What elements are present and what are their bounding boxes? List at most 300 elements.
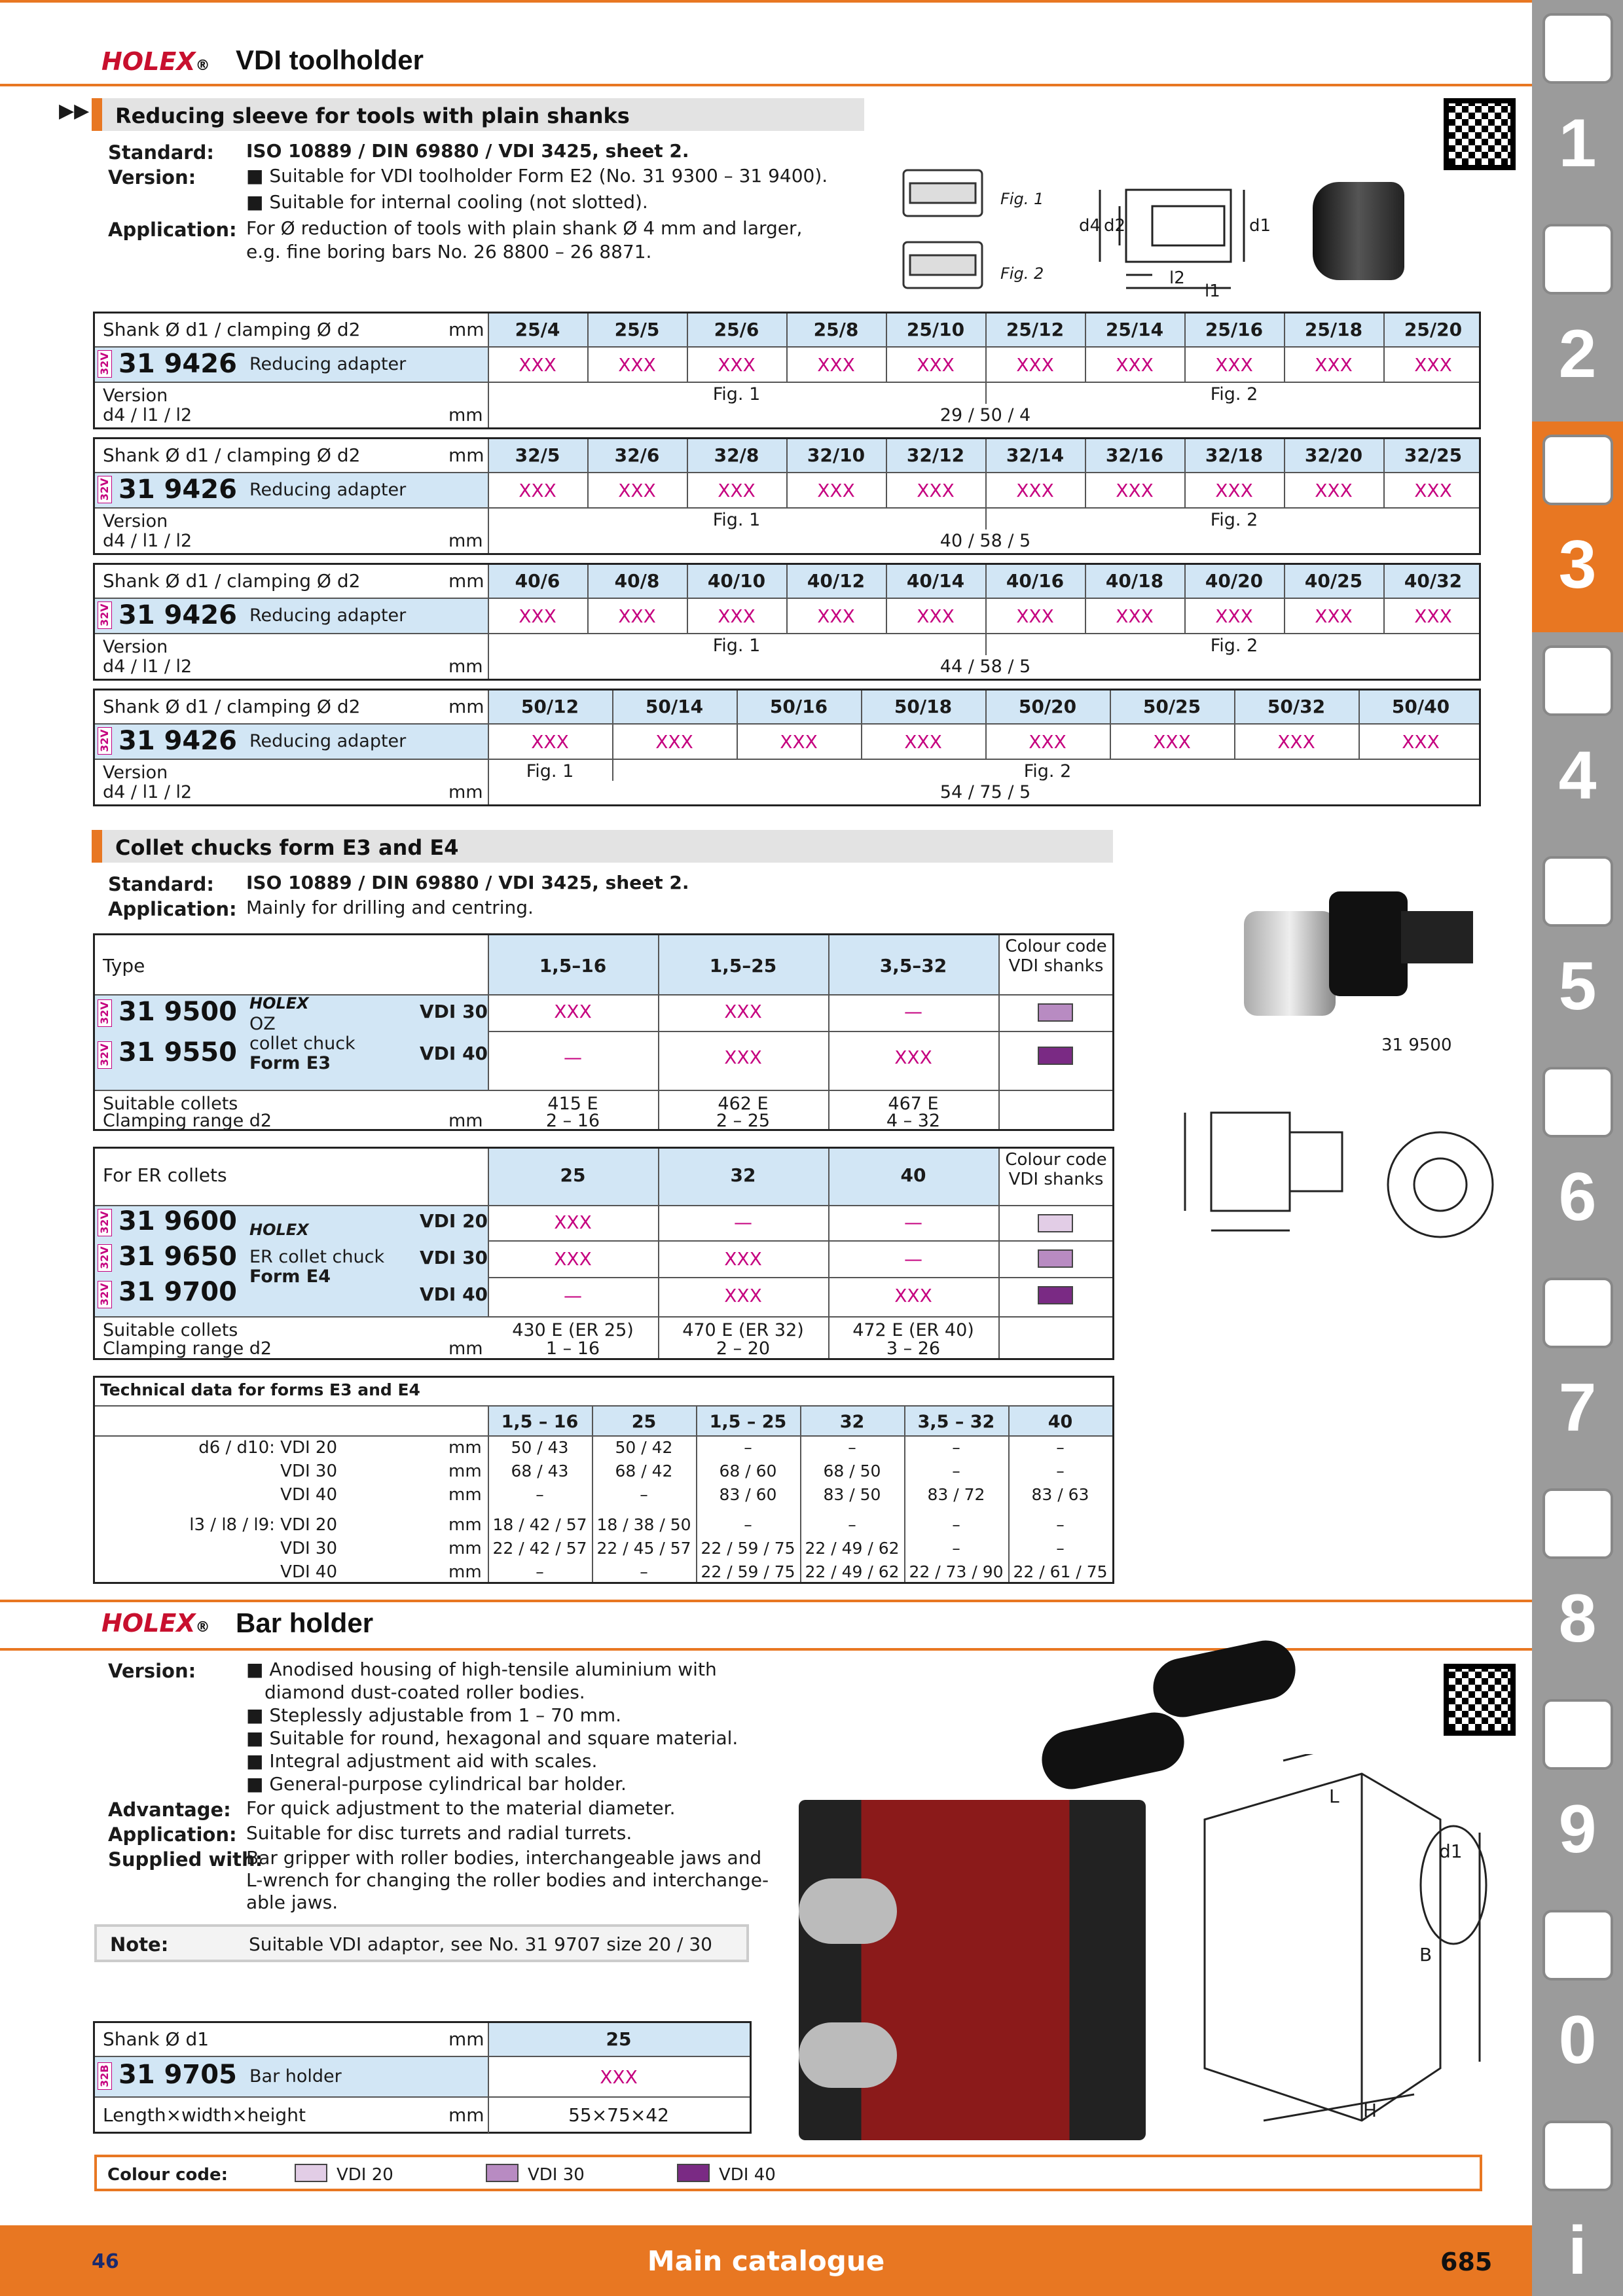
unit: mm: [448, 656, 483, 677]
tech-value: –: [952, 1462, 960, 1480]
chapter-6-icon[interactable]: [1542, 1067, 1613, 1138]
colour-name: VDI 30: [528, 2165, 585, 2185]
col-header: 50/20: [1018, 696, 1077, 717]
vdi-size: VDI 30: [420, 1247, 488, 1268]
note-box: [94, 1924, 749, 1962]
col-header: 40/8: [614, 570, 660, 592]
chapter-i-icon[interactable]: [1542, 2121, 1613, 2191]
price-cell: XXX: [618, 605, 656, 627]
holex-logo: HOLEX®: [101, 47, 210, 76]
col-header: 50/40: [1391, 696, 1450, 717]
unit: mm: [448, 319, 484, 340]
col-header: 50/18: [894, 696, 953, 717]
holex-logo: HOLEX: [249, 994, 309, 1013]
collets-label: Suitable collets: [103, 1094, 238, 1114]
price-cell: XXX: [1402, 731, 1440, 753]
tech-value: 83 / 60: [719, 1485, 777, 1504]
fig2-caption: Fig. 2: [1000, 264, 1044, 283]
footer-page-right: 685: [1440, 2248, 1493, 2276]
price-cell: XXX: [724, 1047, 762, 1068]
collet-value: 472 E (ER 40): [852, 1320, 974, 1340]
unit: mm: [448, 1485, 482, 1505]
tech-value: 68 / 43: [511, 1462, 569, 1480]
fig1-caption: Fig. 1: [1000, 190, 1044, 208]
price-cell: XXX: [1016, 354, 1054, 376]
col-header: 50/14: [645, 696, 704, 717]
unit: mm: [448, 1515, 482, 1535]
chapter-number[interactable]: 7: [1558, 1370, 1597, 1446]
price-cell: XXX: [718, 480, 756, 501]
tech-value: 83 / 50: [823, 1485, 881, 1504]
article-number: 31 9426: [119, 726, 237, 756]
dim-d1: d1: [1439, 1840, 1463, 1862]
row-label: l3 / l8 / l9: VDI 20: [189, 1515, 337, 1535]
page-title: VDI toolholder: [236, 45, 424, 75]
tech-value: 22 / 49 / 62: [805, 1539, 900, 1558]
collet-value: 462 E: [718, 1094, 769, 1114]
tech-value: 50 / 42: [615, 1438, 673, 1457]
chapter-number[interactable]: i: [1568, 2213, 1587, 2289]
colour-swatch: [1038, 1249, 1073, 1268]
chapter-2-icon[interactable]: [1542, 224, 1613, 295]
application-line: e.g. fine boring bars No. 26 8800 – 26 8871.: [246, 241, 652, 262]
table-reducing-2: [93, 437, 1481, 555]
range-value: 2 – 25: [716, 1111, 771, 1131]
col-header: 40/25: [1304, 570, 1363, 592]
bar-application-label: Application:: [108, 1823, 237, 1846]
colour-name: VDI 40: [719, 2165, 776, 2185]
dim-d1: d1: [1249, 216, 1271, 236]
unit: mm: [448, 2028, 484, 2050]
shank-label: Shank Ø d1 / clamping Ø d2: [103, 444, 361, 466]
chapter-number[interactable]: 1: [1558, 105, 1597, 181]
table-tech-data: [93, 1376, 1114, 1584]
article-number: 31 9705: [119, 2060, 237, 2090]
version-line: ■ Suitable for internal cooling (not slotted).: [246, 191, 648, 213]
chapter-number[interactable]: 8: [1558, 1581, 1597, 1657]
footer-page-left: 46: [92, 2250, 119, 2273]
product-name: Reducing adapter: [249, 480, 407, 500]
tech-value: –: [744, 1515, 752, 1534]
shank-label: Shank Ø d1 / clamping Ø d2: [103, 696, 361, 717]
col-header: 25/5: [614, 319, 660, 340]
chapter-number[interactable]: 2: [1558, 316, 1597, 392]
col-header: 1,5–25: [709, 955, 777, 977]
chapter-number[interactable]: 3: [1558, 527, 1597, 603]
tech-value: –: [640, 1485, 648, 1504]
col-header: 1,5–16: [539, 955, 607, 977]
product-name: Reducing adapter: [249, 354, 407, 374]
price-cell: XXX: [718, 354, 756, 376]
price-cell: XXX: [917, 480, 955, 501]
row-label: VDI 30: [280, 1539, 337, 1558]
chapter-8-icon[interactable]: [1542, 1488, 1613, 1559]
section-heading-reducing: Reducing sleeve for tools with plain shanks: [92, 98, 864, 131]
col-header: 50/16: [769, 696, 828, 717]
bar-version-line: ■ Suitable for round, hexagonal and square material.: [246, 1727, 739, 1749]
price-cell: XXX: [519, 605, 556, 627]
price-cell: XXX: [1215, 354, 1253, 376]
product-desc: collet chuck: [249, 1033, 356, 1054]
table-reducing-3: [93, 563, 1481, 681]
dims-value: 40 / 58 / 5: [939, 531, 1031, 551]
unit: mm: [448, 570, 484, 592]
version-row-label: Version: [103, 386, 168, 406]
col-header: 40/12: [807, 570, 866, 592]
supplied-line: Bar gripper with roller bodies, interchangeable jaws and: [246, 1847, 762, 1869]
col-header: 40: [900, 1164, 926, 1186]
col-header: 25/16: [1205, 319, 1264, 340]
price-cell: —: [904, 1248, 922, 1270]
range-value: 2 – 16: [545, 1111, 600, 1131]
dims-value: 29 / 50 / 4: [939, 405, 1031, 425]
tech-value: 22 / 59 / 75: [701, 1539, 795, 1558]
fig-ref: Fig. 2: [1210, 636, 1258, 656]
price-cell: XXX: [1016, 605, 1054, 627]
shank-label: Shank Ø d1: [103, 2028, 210, 2050]
article-tag: 32V: [98, 350, 112, 378]
colour-swatch: [1038, 1047, 1073, 1065]
col-header: 32/5: [515, 444, 560, 466]
row-label: VDI 40: [280, 1562, 337, 1582]
chapter-9-icon[interactable]: [1542, 1699, 1613, 1770]
tech-value: 83 / 72: [927, 1485, 985, 1504]
col-header: 32/14: [1006, 444, 1065, 466]
col-header: 25/14: [1105, 319, 1164, 340]
lwh-label: Length×width×height: [103, 2104, 306, 2126]
price-cell: XXX: [1016, 480, 1054, 501]
collet-standard-value: ISO 10889 / DIN 69880 / VDI 3425, sheet 2.: [246, 872, 689, 893]
unit: mm: [448, 2104, 484, 2126]
dims-row-label: d4 / l1 / l2: [103, 656, 192, 677]
col-header: 32/6: [614, 444, 660, 466]
dim-B: B: [1419, 1944, 1432, 1965]
unit: mm: [448, 531, 483, 551]
range-value: 1 – 16: [545, 1338, 600, 1359]
tech-value: –: [848, 1515, 856, 1534]
bar-holder-drawing: [1165, 1754, 1506, 2147]
version-row-label: Version: [103, 637, 168, 657]
holex-logo: HOLEX: [249, 1221, 309, 1239]
chapter-0-icon[interactable]: [1542, 1910, 1613, 1981]
bar-version-line: ■ General-purpose cylindrical bar holder.: [246, 1773, 627, 1795]
tech-value: 22 / 73 / 90: [909, 1562, 1004, 1581]
dims-value: 44 / 58 / 5: [939, 656, 1031, 677]
col-header: 50/12: [520, 696, 579, 717]
type-label: For ER collets: [103, 1164, 227, 1186]
unit: mm: [448, 444, 484, 466]
dims-row-label: d4 / l1 / l2: [103, 782, 192, 802]
tech-value: –: [1056, 1515, 1065, 1534]
price-cell: XXX: [1116, 354, 1154, 376]
col-header: 32/18: [1205, 444, 1264, 466]
chapter-1-icon[interactable]: [1542, 13, 1613, 84]
price-cell: XXX: [1315, 480, 1353, 501]
tech-value: 68 / 60: [719, 1462, 777, 1480]
col-header: 25/8: [813, 319, 859, 340]
standard-label: Standard:: [108, 141, 214, 164]
price-cell: —: [564, 1285, 582, 1306]
price-cell: XXX: [554, 1211, 592, 1233]
unit: mm: [448, 1562, 482, 1582]
advantage-label: Advantage:: [108, 1799, 231, 1821]
product-name: Bar holder: [249, 2066, 342, 2087]
col-header: 32: [730, 1164, 756, 1186]
supplied-label: Supplied with:: [108, 1848, 263, 1871]
tech-value: –: [952, 1539, 960, 1558]
table-bar-holder: [93, 2021, 752, 2134]
article-number: 31 9600: [119, 1206, 237, 1236]
qr-code-icon[interactable]: [1444, 98, 1516, 170]
range-value: 4 – 32: [886, 1111, 941, 1131]
fig-ref: Fig. 1: [526, 761, 574, 781]
price-cell: XXX: [724, 1285, 762, 1306]
collets-label: Suitable collets: [103, 1320, 238, 1340]
row-label: d6 / d10: VDI 20: [198, 1438, 337, 1458]
tech-value: –: [952, 1438, 960, 1457]
photo-caption: 31 9500: [1381, 1035, 1452, 1055]
tech-value: 68 / 50: [823, 1462, 881, 1480]
range-label: Clamping range d2: [103, 1338, 272, 1359]
colour-code-header: Colour code VDI shanks: [1005, 1150, 1107, 1189]
price-cell: XXX: [554, 1248, 592, 1270]
note-value: Suitable VDI adaptor, see No. 31 9707 size 20 / 30: [249, 1933, 712, 1955]
col-header: 50/25: [1142, 696, 1201, 717]
price-cell: XXX: [1116, 480, 1154, 501]
sleeve-fig-drawings: [890, 157, 995, 295]
price-cell: XXX: [1153, 731, 1191, 753]
bar-holder-photo: [799, 1800, 1146, 2140]
version-label: Version:: [108, 166, 196, 188]
chapter-number[interactable]: 6: [1558, 1159, 1597, 1235]
range-value: 2 – 20: [716, 1338, 771, 1359]
tech-value: –: [536, 1485, 544, 1504]
colour-code-bar: [94, 2155, 1482, 2191]
price-cell: XXX: [718, 605, 756, 627]
header-rule: [0, 84, 1532, 86]
col-header: 40/14: [906, 570, 965, 592]
vdi-size: VDI 40: [420, 1043, 488, 1064]
chapter-number[interactable]: 5: [1558, 948, 1597, 1024]
application-label: Application:: [108, 219, 237, 241]
unit: mm: [448, 1111, 483, 1131]
price-cell: XXX: [1277, 731, 1315, 753]
unit: mm: [448, 696, 484, 717]
tech-value: –: [1056, 1539, 1065, 1558]
unit: mm: [448, 405, 483, 425]
colour-swatch: [677, 2164, 710, 2182]
dims-row-label: d4 / l1 / l2: [103, 405, 192, 425]
tech-title: Technical data for forms E3 and E4: [100, 1380, 420, 1399]
vdi-size: VDI 20: [420, 1210, 488, 1232]
price-cell: XXX: [519, 354, 556, 376]
sleeve-photo: [1313, 182, 1404, 280]
version-line: ■ Suitable for VDI toolholder Form E2 (No. 31 9300 – 31 9400).: [246, 165, 828, 187]
collet-application-label: Application:: [108, 898, 237, 920]
price-cell: XXX: [1315, 605, 1353, 627]
price-cell: XXX: [894, 1285, 932, 1306]
article-number: 31 9700: [119, 1277, 237, 1307]
price-cell: XXX: [1215, 605, 1253, 627]
price-cell: XXX: [1414, 480, 1452, 501]
tech-value: 22 / 42 / 57: [492, 1539, 587, 1558]
price-cell: XXX: [817, 354, 855, 376]
table-reducing-4: [93, 689, 1481, 806]
tech-value: 22 / 59 / 75: [701, 1562, 795, 1581]
price-cell: —: [904, 1001, 922, 1022]
col-header: 32: [839, 1412, 865, 1432]
note-label: Note:: [110, 1933, 169, 1956]
supplied-line: able jaws.: [246, 1892, 338, 1913]
price-cell: —: [564, 1047, 582, 1068]
colour-swatch: [1038, 1286, 1073, 1304]
price-cell: —: [734, 1211, 752, 1233]
chapter-3-icon[interactable]: [1542, 435, 1613, 505]
collet-value: 430 E (ER 25): [512, 1320, 634, 1340]
arrow-icon: ▶▶: [59, 99, 90, 122]
dims-row-label: d4 / l1 / l2: [103, 531, 192, 551]
price-cell: XXX: [600, 2066, 638, 2088]
fig-ref: Fig. 1: [712, 384, 761, 404]
price-cell: XXX: [618, 354, 656, 376]
chapter-number[interactable]: 9: [1558, 1791, 1597, 1867]
collet-value: 470 E (ER 32): [682, 1320, 804, 1340]
unit: mm: [448, 1539, 482, 1558]
tech-value: 68 / 42: [615, 1462, 673, 1480]
bar-rule: [0, 1600, 1532, 1602]
price-cell: XXX: [1414, 605, 1452, 627]
price-cell: XXX: [917, 605, 955, 627]
sleeve-dimension-drawing: [1074, 177, 1296, 301]
tech-value: 22 / 49 / 62: [805, 1562, 900, 1581]
tech-value: 50 / 43: [511, 1438, 569, 1457]
col-header: 1,5 – 16: [501, 1412, 579, 1432]
col-header: 40/10: [707, 570, 766, 592]
dim-l2: l2: [1169, 268, 1185, 288]
bar-version-line: diamond dust-coated roller bodies.: [264, 1681, 585, 1703]
unit: mm: [448, 1438, 482, 1458]
collet-chuck-photo: [1244, 885, 1480, 1029]
article-tag: 32V: [98, 601, 112, 629]
tech-value: 18 / 42 / 57: [492, 1515, 587, 1534]
article-number: 31 9650: [119, 1242, 237, 1272]
collet-side-drawing: [1159, 1100, 1355, 1250]
col-header: 32/8: [714, 444, 759, 466]
vdi-size: VDI 30: [420, 1001, 488, 1022]
lwh-value: 55×75×42: [568, 2104, 669, 2126]
dim-L: L: [1329, 1785, 1340, 1807]
chapter-number[interactable]: 0: [1558, 2002, 1597, 2078]
application-line: For Ø reduction of tools with plain shank Ø 4 mm and larger,: [246, 217, 803, 239]
product-name: Reducing adapter: [249, 731, 407, 751]
chapter-sidebar: [1532, 0, 1623, 2296]
tech-value: –: [848, 1438, 856, 1457]
holex-logo: HOLEX®: [101, 1609, 210, 1638]
product-desc: ER collet chuck: [249, 1247, 385, 1267]
bar-version-line: ■ Steplessly adjustable from 1 – 70 mm.: [246, 1704, 622, 1726]
chapter-number[interactable]: 4: [1558, 738, 1597, 814]
price-cell: XXX: [894, 1047, 932, 1068]
price-cell: —: [904, 1211, 922, 1233]
col-header: 25/18: [1304, 319, 1363, 340]
collet-standard-label: Standard:: [108, 873, 214, 895]
tech-value: –: [536, 1562, 544, 1581]
price-cell: XXX: [1315, 354, 1353, 376]
price-cell: XXX: [519, 480, 556, 501]
col-header: 32/25: [1404, 444, 1463, 466]
tech-value: 18 / 38 / 50: [596, 1515, 691, 1534]
standard-value: ISO 10889 / DIN 69880 / VDI 3425, sheet 2.: [246, 140, 689, 162]
col-header: 40: [1048, 1412, 1073, 1432]
col-header: 40/18: [1105, 570, 1164, 592]
article-number: 31 9426: [119, 349, 237, 379]
col-header: 32/12: [906, 444, 965, 466]
col-header: 40/20: [1205, 570, 1264, 592]
article-number: 31 9426: [119, 600, 237, 630]
supplied-line: L-wrench for changing the roller bodies and interchange-: [246, 1869, 769, 1891]
price-cell: XXX: [724, 1248, 762, 1270]
dim-d2: d2: [1104, 216, 1126, 236]
price-cell: XXX: [1414, 354, 1452, 376]
col-header: 25/6: [714, 319, 759, 340]
collet-value: 415 E: [547, 1094, 598, 1114]
range-value: 3 – 26: [886, 1338, 941, 1359]
bar-version-line: ■ Integral adjustment aid with scales.: [246, 1750, 598, 1772]
chapter-4-icon[interactable]: [1542, 645, 1613, 716]
price-cell: XXX: [780, 731, 818, 753]
colour-name: VDI 20: [337, 2165, 393, 2185]
unit: mm: [448, 1462, 482, 1481]
fig-ref: Fig. 2: [1023, 761, 1072, 781]
vdi-size: VDI 40: [420, 1283, 488, 1305]
fig-ref: Fig. 1: [712, 510, 761, 530]
col-header: 3,5 – 32: [917, 1412, 995, 1432]
price-cell: XXX: [531, 731, 569, 753]
article-tag: 32V: [98, 476, 112, 503]
price-cell: XXX: [724, 1001, 762, 1022]
qr-code-icon[interactable]: [1444, 1664, 1516, 1736]
price-cell: XXX: [904, 731, 942, 753]
tech-value: –: [744, 1438, 752, 1457]
fig-ref: Fig. 2: [1210, 384, 1258, 404]
chapter-7-icon[interactable]: [1542, 1278, 1613, 1348]
shank-label: Shank Ø d1 / clamping Ø d2: [103, 570, 361, 592]
fig-ref: Fig. 2: [1210, 510, 1258, 530]
col-header: 25: [560, 1164, 586, 1186]
col-header: 40/6: [515, 570, 560, 592]
chapter-5-icon[interactable]: [1542, 856, 1613, 927]
col-header: 25/12: [1006, 319, 1065, 340]
bar-application-value: Suitable for disc turrets and radial turrets.: [246, 1822, 632, 1844]
footer: [0, 2225, 1532, 2296]
price-cell: XXX: [1116, 605, 1154, 627]
tech-value: 22 / 45 / 57: [596, 1539, 691, 1558]
article-tag: 32B: [98, 2062, 112, 2090]
col-header: 25/10: [906, 319, 965, 340]
dim-d4: d4: [1079, 216, 1101, 236]
price-cell: XXX: [1215, 480, 1253, 501]
tech-value: 22 / 61 / 75: [1013, 1562, 1108, 1581]
collet-front-drawing: [1375, 1126, 1506, 1257]
bar-version-line: ■ Anodised housing of high-tensile aluminium with: [246, 1659, 717, 1680]
section-heading-collet: Collet chucks form E3 and E4: [92, 830, 1113, 863]
col-header: 40/32: [1404, 570, 1463, 592]
tech-value: –: [640, 1562, 648, 1581]
price-cell: XXX: [817, 480, 855, 501]
col-header: 25/4: [515, 319, 560, 340]
dim-l1: l1: [1205, 281, 1220, 301]
row-label: VDI 40: [280, 1485, 337, 1505]
